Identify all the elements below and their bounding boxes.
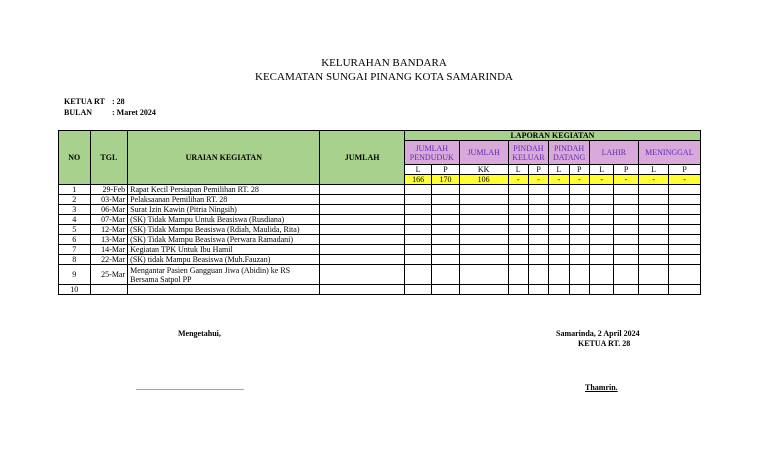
row-tgl: 06-Mar	[90, 205, 128, 215]
col-uraian: URAIAN KEGIATAN	[128, 131, 320, 185]
total-cell: -	[528, 175, 548, 185]
table-row	[59, 285, 701, 295]
lp-cell: P	[669, 165, 701, 175]
row-tgl: 25-Mar	[90, 265, 128, 285]
meta-bulan-value: : Maret 2024	[112, 108, 156, 117]
row-tgl: 29-Feb	[90, 185, 128, 195]
row-tgl: 03-Mar	[90, 195, 128, 205]
row-uraian: Surat Izin Kawin (Pitria Ningsih)	[128, 205, 320, 215]
lp-cell: L	[508, 165, 528, 175]
table-row	[59, 235, 701, 245]
total-cell: -	[508, 175, 528, 185]
table-row	[59, 215, 701, 225]
lp-cell: L	[549, 165, 569, 175]
sub-meninggal: MENINGGAL	[638, 141, 700, 165]
total-cell: -	[589, 175, 613, 185]
row-uraian: Rapat Kecil Persiapan Pemilihan RT. 28	[128, 185, 320, 195]
row-uraian: Pelaksaanan Pemilihan RT. 28	[128, 195, 320, 205]
table-row	[59, 255, 701, 265]
sub-jumlah-penduduk: JUMLAH PENDUDUK	[404, 141, 459, 165]
row-uraian: Kegiatan TPK Untuk Ibu Hamil	[128, 245, 320, 255]
lp-cell: P	[528, 165, 548, 175]
meta-bulan-key: BULAN	[64, 108, 93, 117]
col-no: NO	[59, 131, 91, 185]
table-row	[59, 225, 701, 235]
header-kecamatan: KECAMATAN SUNGAI PINANG KOTA SAMARINDA	[255, 71, 513, 83]
lp-cell: P	[614, 165, 638, 175]
row-no: 8	[59, 255, 91, 265]
footer-signature-dots: ......................................................	[136, 383, 244, 392]
total-cell: -	[669, 175, 701, 185]
footer-mengetahui: Mengetahui,	[178, 329, 221, 338]
row-tgl: 07-Mar	[90, 215, 128, 225]
lp-cell: KK	[459, 165, 508, 175]
table-row	[59, 245, 701, 255]
sub-lahir: LAHIR	[589, 141, 638, 165]
row-no: 2	[59, 195, 91, 205]
footer-ketua: KETUA RT. 28	[578, 339, 631, 348]
row-tgl	[90, 285, 128, 295]
table-row	[59, 265, 701, 285]
col-jumlah: JUMLAH	[320, 131, 404, 185]
sub-jumlah: JUMLAH	[459, 141, 508, 165]
lp-cell: P	[569, 165, 589, 175]
row-no: 5	[59, 225, 91, 235]
row-no: 7	[59, 245, 91, 255]
meta-rt-key: KETUA RT	[64, 97, 105, 106]
total-cell: 170	[432, 175, 459, 185]
total-cell: -	[614, 175, 638, 185]
total-cell: 166	[404, 175, 431, 185]
meta-ketua-rt	[64, 97, 125, 106]
row-uraian: (SK) Tidak Mampu Beasiswa (Perwara Ramadani)	[128, 235, 320, 245]
lp-cell: L	[404, 165, 431, 175]
row-no: 9	[59, 265, 91, 285]
footer-signer-name: Thamrin.	[585, 383, 618, 392]
meta-rt-value: : 28	[112, 97, 125, 106]
meta-bulan	[64, 108, 156, 117]
row-no: 4	[59, 215, 91, 225]
table-row	[59, 195, 701, 205]
row-no: 3	[59, 205, 91, 215]
row-no: 1	[59, 185, 91, 195]
total-cell: -	[638, 175, 669, 185]
total-cell: -	[569, 175, 589, 185]
table-row	[59, 205, 701, 215]
col-tgl: TGL	[90, 131, 128, 185]
sub-pindah-datang: PINDAH DATANG	[549, 141, 590, 165]
row-uraian: Mengantar Pasien Gangguan Jiwa (Abidin) ke RS Bersama Satpol PP	[128, 265, 320, 285]
row-tgl: 22-Mar	[90, 255, 128, 265]
sub-pindah-keluar: PINDAH KELUAR	[508, 141, 549, 165]
lp-cell: L	[638, 165, 669, 175]
total-cell: 106	[459, 175, 508, 185]
report-table	[58, 130, 701, 295]
row-tgl: 14-Mar	[90, 245, 128, 255]
col-group-laporan: LAPORAN KEGIATAN	[404, 131, 700, 141]
row-uraian: (SK) Tidak Mampu Untuk Beasiswa (Rusdiana)	[128, 215, 320, 225]
row-uraian	[128, 285, 320, 295]
row-no: 10	[59, 285, 91, 295]
row-uraian: (SK) Tidak Mampu Beasiswa (Rdiah, Maulida, Rita)	[128, 225, 320, 235]
lp-cell: L	[589, 165, 613, 175]
row-uraian: (SK) tidak Mampu Beasiswa (Muh.Fauzan)	[128, 255, 320, 265]
lp-cell: P	[432, 165, 459, 175]
row-tgl: 12-Mar	[90, 225, 128, 235]
total-cell: -	[549, 175, 569, 185]
table-row	[59, 185, 701, 195]
header-kelurahan: KELURAHAN BANDARA	[321, 57, 447, 69]
row-no: 6	[59, 235, 91, 245]
footer-place-date: Samarinda, 2 April 2024	[556, 329, 640, 338]
row-tgl: 13-Mar	[90, 235, 128, 245]
